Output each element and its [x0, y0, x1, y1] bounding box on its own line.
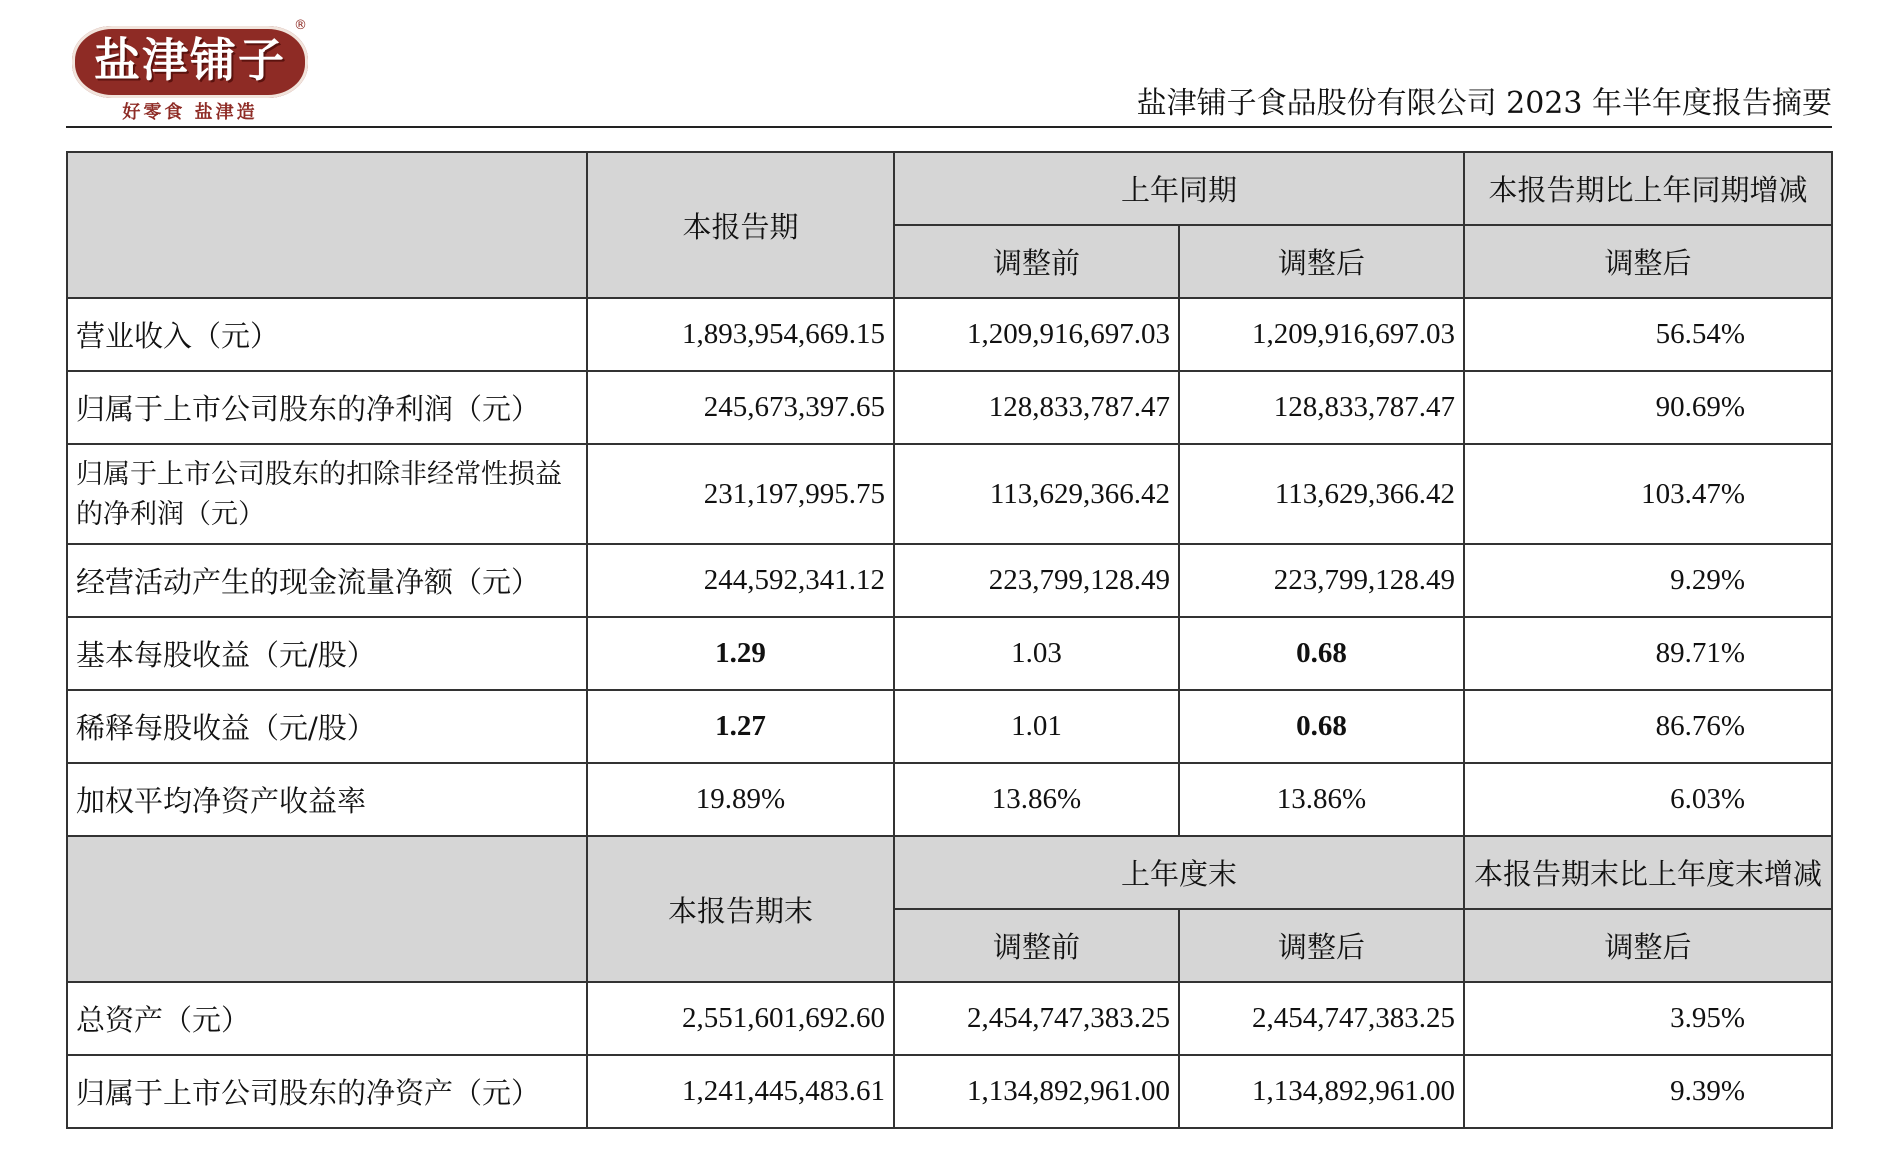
cell-before: 1.03 [894, 617, 1179, 690]
cell-before: 13.86% [894, 763, 1179, 836]
logo-wordmark: 盐津铺子 [94, 33, 286, 87]
row-label: 营业收入（元） [67, 298, 587, 371]
cell-after: 113,629,366.42 [1179, 444, 1464, 544]
row-label: 经营活动产生的现金流量净额（元） [67, 544, 587, 617]
table2-col-current: 本报告期末 [587, 836, 894, 982]
row-label: 归属于上市公司股东的净利润（元） [67, 371, 587, 444]
table-row [67, 298, 1832, 371]
table2-header-row [67, 836, 1832, 909]
table-row [67, 544, 1832, 617]
cell-change: 89.71% [1464, 617, 1832, 690]
row-label: 归属于上市公司股东的净资产（元） [67, 1055, 587, 1128]
cell-before: 1,209,916,697.03 [894, 298, 1179, 371]
cell-current: 231,197,995.75 [587, 444, 894, 544]
cell-change: 90.69% [1464, 371, 1832, 444]
table-row [67, 444, 1832, 544]
cell-change: 6.03% [1464, 763, 1832, 836]
cell-before: 113,629,366.42 [894, 444, 1179, 544]
header-divider [66, 126, 1832, 128]
row-label: 总资产（元） [67, 982, 587, 1055]
cell-current: 1,893,954,669.15 [587, 298, 894, 371]
table-row [67, 763, 1832, 836]
table1-col-change-group: 本报告期比上年同期增减 [1464, 152, 1832, 225]
table2-sub-before: 调整前 [894, 909, 1179, 982]
table-row [67, 1055, 1832, 1128]
cell-current: 245,673,397.65 [587, 371, 894, 444]
table1-header-row [67, 152, 1832, 225]
registered-mark: ® [294, 18, 307, 33]
cell-after: 13.86% [1179, 763, 1464, 836]
table2-col-prior-group: 上年度末 [894, 836, 1464, 909]
row-label: 稀释每股收益（元/股） [67, 690, 587, 763]
cell-before: 1,134,892,961.00 [894, 1055, 1179, 1128]
financial-summary-table [66, 151, 1833, 1129]
table-row [67, 371, 1832, 444]
cell-after: 2,454,747,383.25 [1179, 982, 1464, 1055]
table1-sub-before: 调整前 [894, 225, 1179, 298]
cell-before: 128,833,787.47 [894, 371, 1179, 444]
table2-col-change-group: 本报告期末比上年度末增减 [1464, 836, 1832, 909]
row-label: 基本每股收益（元/股） [67, 617, 587, 690]
cell-change: 86.76% [1464, 690, 1832, 763]
company-logo [66, 18, 316, 123]
row-label: 加权平均净资产收益率 [67, 763, 587, 836]
cell-after: 1,209,916,697.03 [1179, 298, 1464, 371]
cell-current: 2,551,601,692.60 [587, 982, 894, 1055]
cell-after: 128,833,787.47 [1179, 371, 1464, 444]
cell-after: 0.68 [1179, 617, 1464, 690]
cell-change: 9.29% [1464, 544, 1832, 617]
logo-slogan: 好零食 盐津造 [122, 102, 258, 123]
cell-current: 1.29 [587, 617, 894, 690]
table1-col-prior-group: 上年同期 [894, 152, 1464, 225]
table1-sub-after: 调整后 [1179, 225, 1464, 298]
table-row [67, 617, 1832, 690]
table-row [67, 982, 1832, 1055]
table1-col-current: 本报告期 [587, 152, 894, 298]
table2-sub-change-after: 调整后 [1464, 909, 1832, 982]
cell-before: 1.01 [894, 690, 1179, 763]
row-label: 归属于上市公司股东的扣除非经常性损益的净利润（元） [67, 444, 587, 544]
cell-change: 103.47% [1464, 444, 1832, 544]
cell-after: 223,799,128.49 [1179, 544, 1464, 617]
cell-current: 19.89% [587, 763, 894, 836]
table-row [67, 690, 1832, 763]
cell-change: 3.95% [1464, 982, 1832, 1055]
report-title: 盐津铺子食品股份有限公司 2023 年半年度报告摘要 [1136, 86, 1832, 121]
cell-current: 1,241,445,483.61 [587, 1055, 894, 1128]
cell-after: 0.68 [1179, 690, 1464, 763]
cell-change: 56.54% [1464, 298, 1832, 371]
cell-before: 223,799,128.49 [894, 544, 1179, 617]
table1-sub-change-after: 调整后 [1464, 225, 1832, 298]
table2-sub-after: 调整后 [1179, 909, 1464, 982]
cell-change: 9.39% [1464, 1055, 1832, 1128]
cell-current: 244,592,341.12 [587, 544, 894, 617]
cell-current: 1.27 [587, 690, 894, 763]
cell-before: 2,454,747,383.25 [894, 982, 1179, 1055]
cell-after: 1,134,892,961.00 [1179, 1055, 1464, 1128]
table2-header-blank [67, 836, 587, 982]
table1-header-blank [67, 152, 587, 298]
